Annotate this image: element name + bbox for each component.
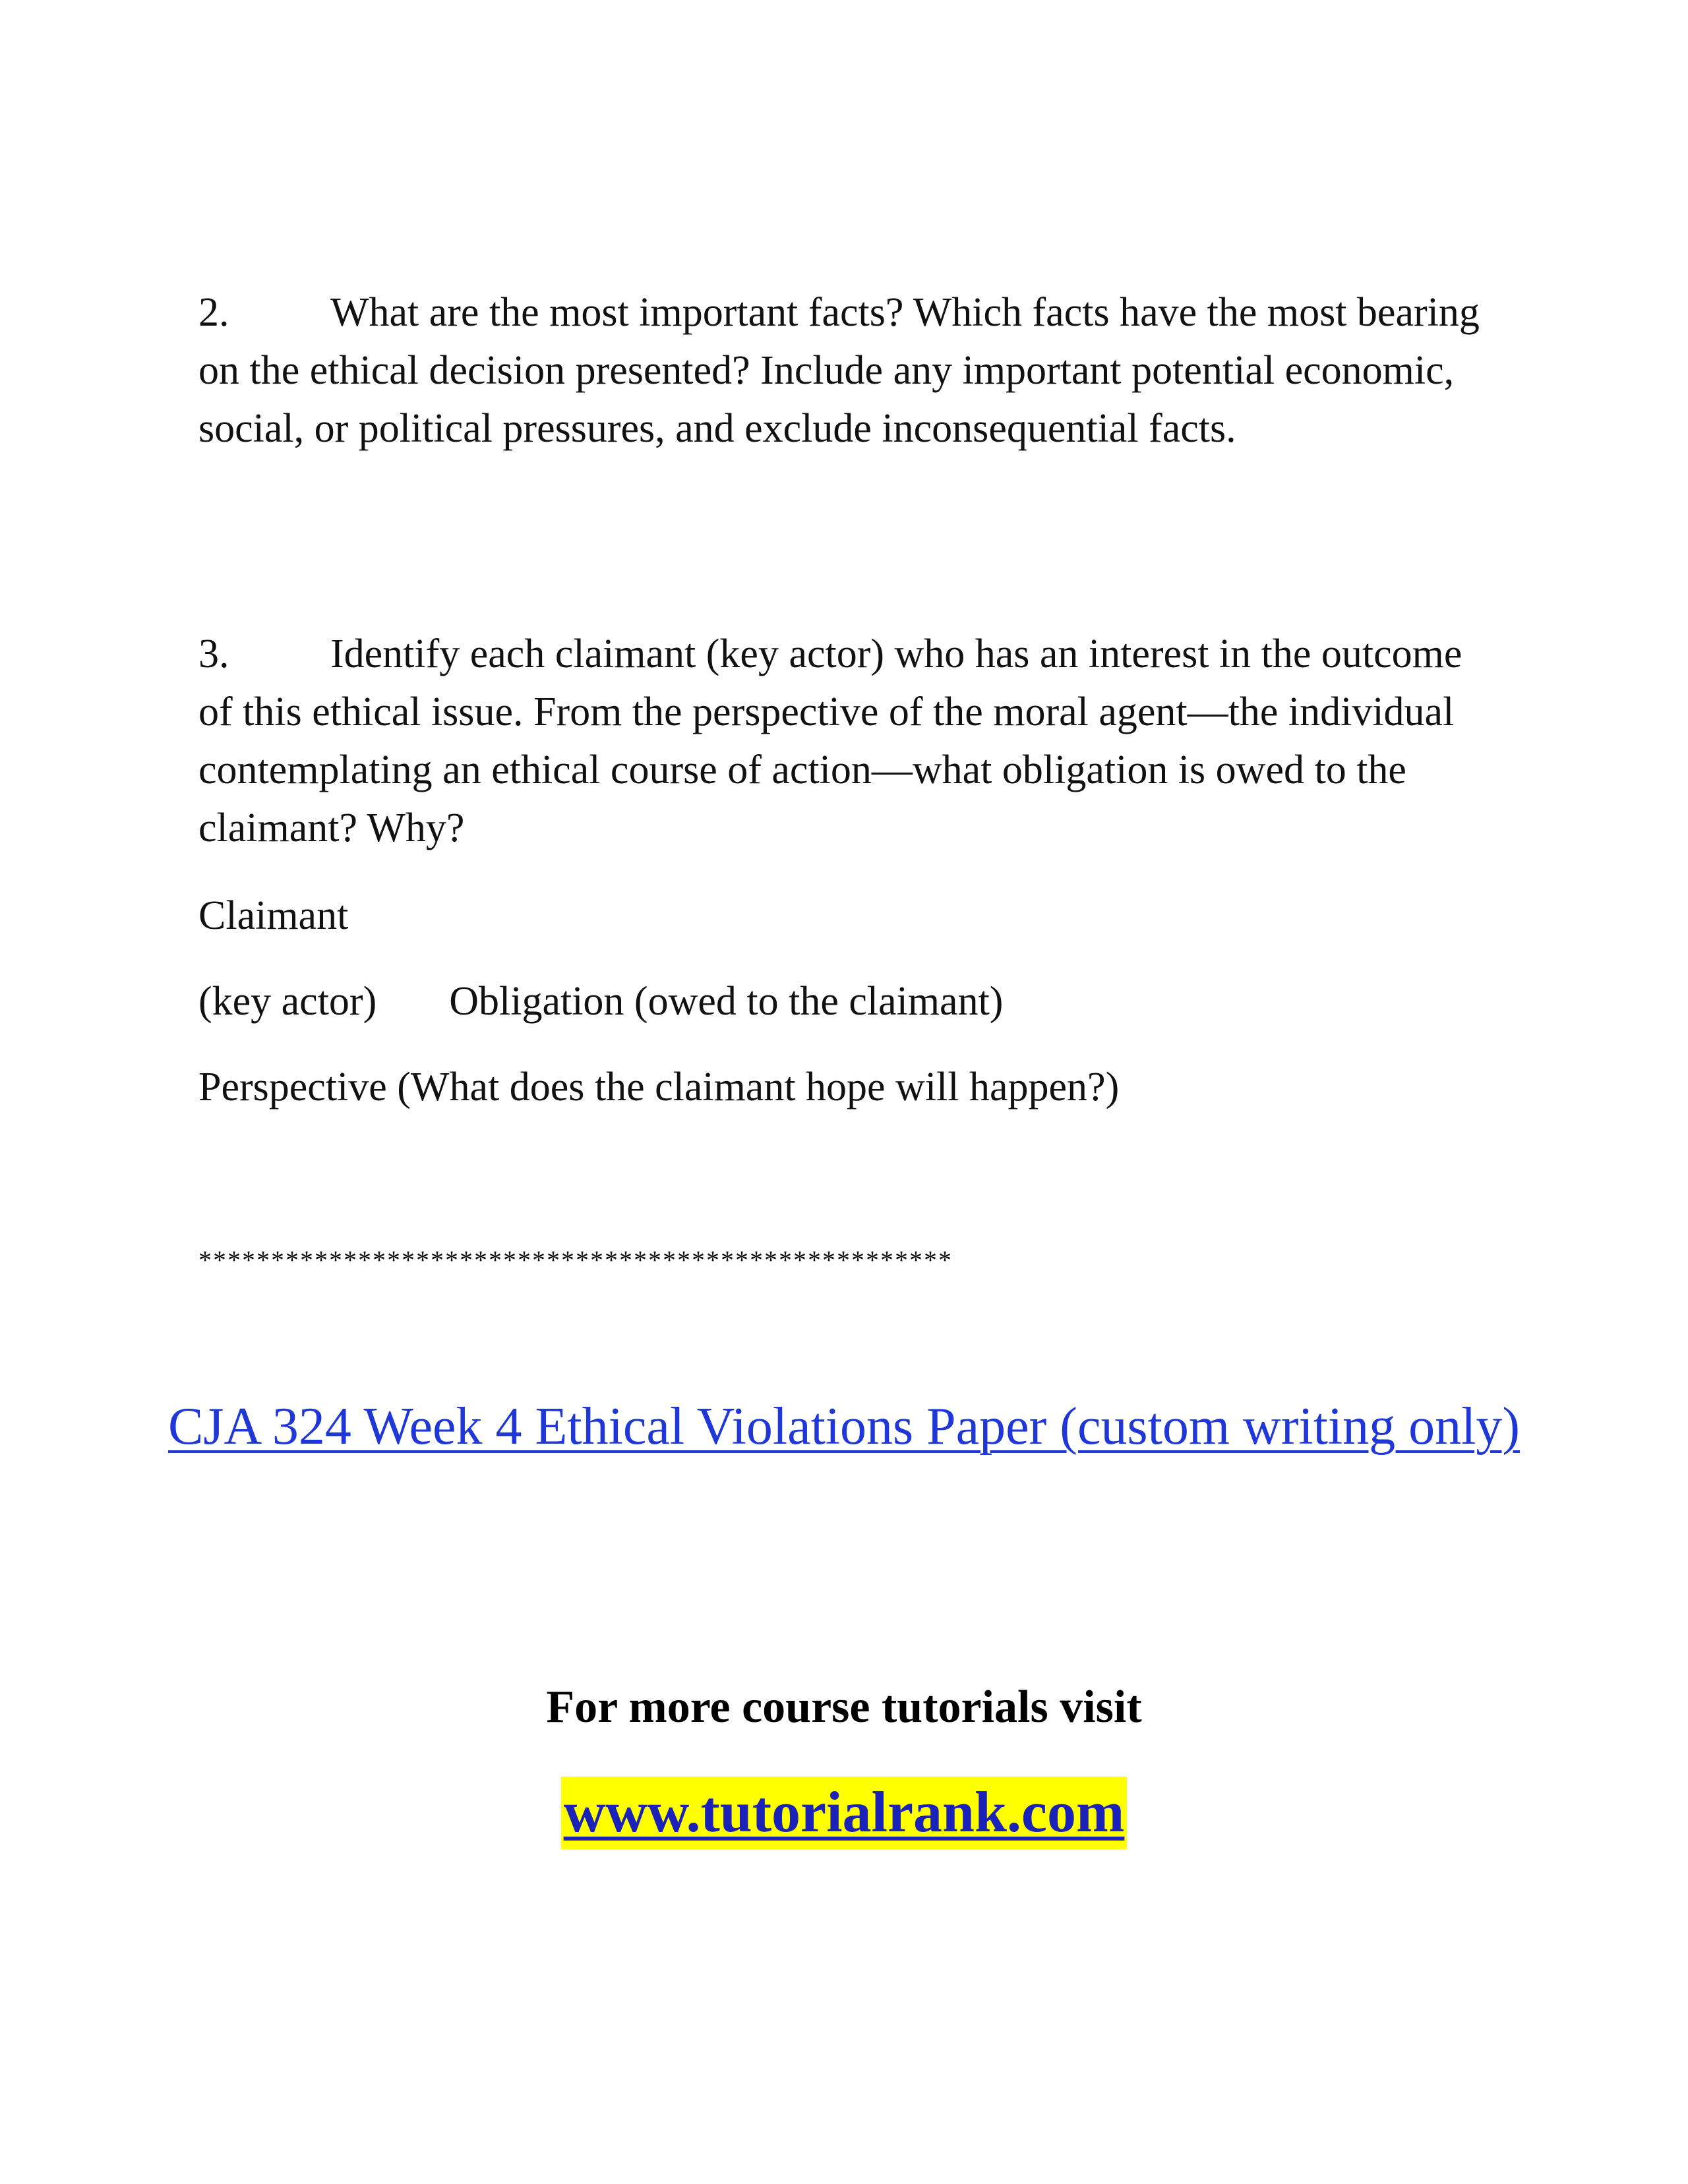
obligation-label: Obligation (owed to the claimant) [449, 979, 1004, 1024]
perspective-label: Perspective (What does the claimant hope will happen?) [198, 1065, 1120, 1109]
key-actor-obligation-row [198, 972, 1003, 1030]
separator-stars: **************************************************** [198, 1245, 953, 1275]
course-link[interactable]: CJA 324 Week 4 Ethical Violations Paper (custom writing only) [168, 1398, 1520, 1456]
website-link[interactable]: www.tutorialrank.com [561, 1777, 1128, 1849]
question-2 [198, 283, 1484, 457]
promo-text: For more course tutorials visit [546, 1682, 1142, 1732]
claimant-label: Claimant [198, 893, 349, 938]
question-3-text: Identify each claimant (key actor) who has an interest in the outcome of this ethical issue. From the perspective of the moral agent—the individual contemplating an ethical course of action—what obligation is owed to the claimant? Why? [198, 632, 1462, 850]
question-3-number: 3. [198, 632, 229, 676]
question-2-number: 2. [198, 290, 229, 335]
key-actor-label: (key actor) [198, 979, 377, 1024]
website-container [0, 1777, 1688, 1849]
question-2-text: What are the most important facts? Which facts have the most bearing on the ethical decision presented? Include any important potential economic, social, or political pressures, and exclude inconsequential facts. [198, 290, 1480, 451]
question-3 [198, 625, 1484, 857]
